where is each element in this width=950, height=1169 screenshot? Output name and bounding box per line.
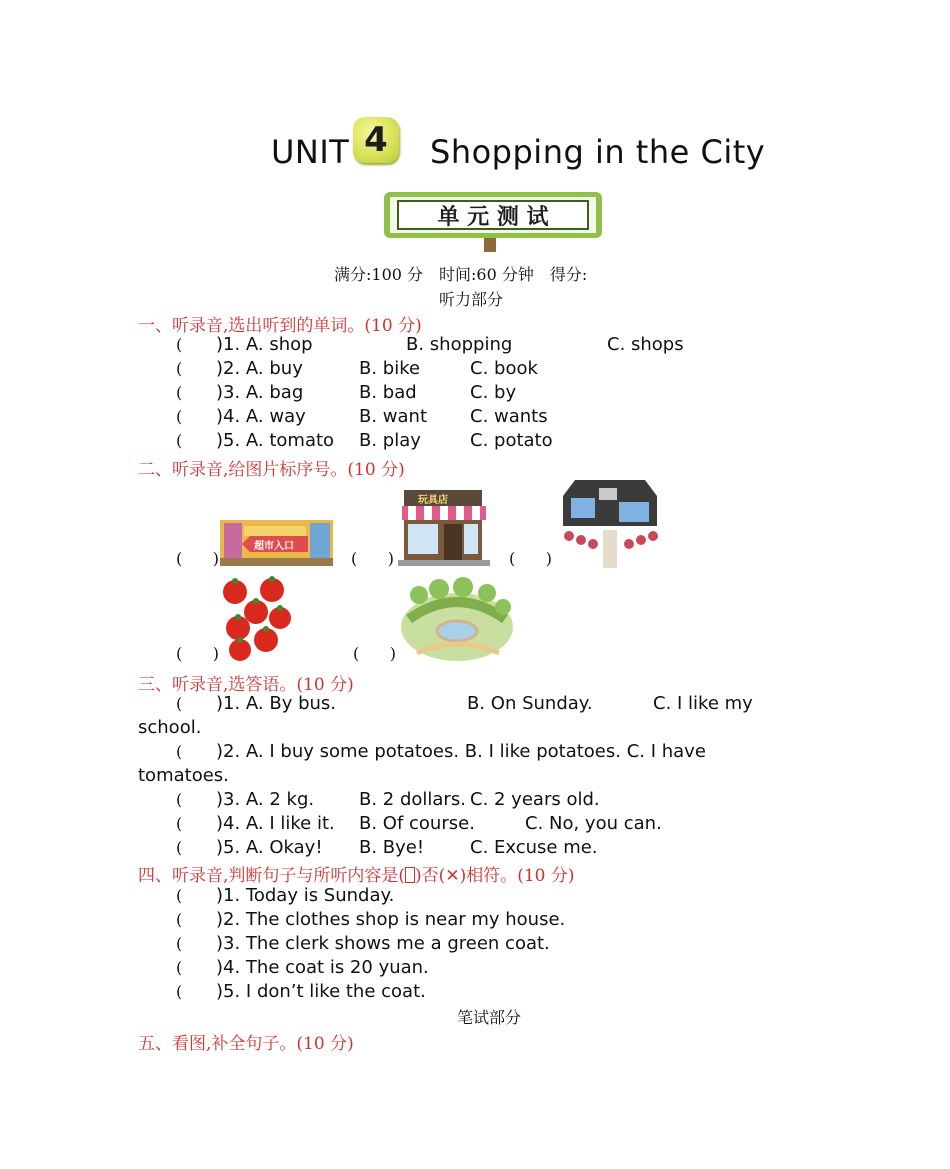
answer-blank[interactable]: ( [176, 335, 183, 354]
statement: )2. The clothes shop is near my house. [216, 909, 566, 930]
answer-blank[interactable]: ( [176, 958, 183, 977]
true-box-icon [405, 867, 415, 883]
writing-part-heading: 笔试部分 [457, 1008, 522, 1027]
cinema-image [553, 474, 667, 568]
statement: )5. I don’t like the coat. [216, 981, 426, 1002]
section4-heading [138, 861, 575, 886]
test-banner [378, 188, 608, 254]
option-b: B. On Sunday. [467, 693, 593, 714]
option-c: C. book [470, 358, 538, 379]
answer-blank[interactable]: ( [176, 814, 183, 833]
option-c-wrap: school. [138, 717, 202, 738]
option-b: B. want [359, 406, 428, 427]
option-a: )3. A. bag [216, 382, 304, 403]
unit-number-badge [353, 117, 399, 163]
answer-blank[interactable]: ( [176, 359, 183, 378]
answer-blank[interactable]: ( [176, 934, 183, 953]
toy-shop-image [398, 488, 490, 568]
banner-text: 单 元 测 试 [437, 205, 549, 230]
option-c: C. shops [607, 334, 684, 355]
cross-icon: ✕ [445, 866, 460, 886]
option-c: C. wants [470, 406, 548, 427]
unit-label: UNIT [271, 133, 350, 171]
picture-blank-4[interactable]: ( ) [176, 644, 219, 663]
tomatoes-image [218, 574, 294, 662]
section4-heading-mid: )否( [415, 866, 446, 886]
picture-blank-1[interactable]: ( ) [176, 549, 219, 568]
unit-title: Shopping in the City [430, 133, 766, 171]
option-c: C. potato [470, 430, 553, 451]
answer-blank[interactable]: ( [176, 910, 183, 929]
answer-blank[interactable]: ( [176, 982, 183, 1001]
option-a: )5. A. tomato [216, 430, 335, 451]
supermarket-entrance-image [220, 520, 333, 566]
option-c-wrap: tomatoes. [138, 765, 229, 786]
section4-heading-end: )相符。(10 分) [459, 866, 575, 886]
option-a: )4. A. way [216, 406, 306, 427]
answer-blank[interactable]: ( [176, 383, 183, 402]
statement: )3. The clerk shows me a green coat. [216, 933, 550, 954]
option-b: B. Of course. [359, 813, 475, 834]
option-c: C. 2 years old. [470, 789, 600, 810]
picture-blank-5[interactable]: ( ) [353, 644, 396, 663]
option-b: B. Bye! [359, 837, 425, 858]
park-image [399, 575, 515, 665]
section4-heading-start: 四、听录音,判断句子与所听内容是( [138, 866, 406, 886]
picture-blank-3[interactable]: ( ) [509, 549, 552, 568]
listening-part-heading: 听力部分 [439, 290, 504, 309]
answer-blank[interactable]: ( [176, 431, 183, 450]
toy-shop-sign: 玩具店 [418, 495, 448, 506]
section1-heading: 一、听录音,选出听到的单词。(10 分) [138, 316, 422, 336]
option-b: B. bike [359, 358, 421, 379]
statement: )1. Today is Sunday. [216, 885, 395, 906]
answer-blank[interactable]: ( [176, 838, 183, 857]
option-a: )1. A. By bus. [216, 693, 337, 714]
section5-heading: 五、看图,补全句子。(10 分) [138, 1034, 354, 1054]
option-c: C. I like my [653, 693, 753, 714]
option-b: B. bad [359, 382, 417, 403]
option-a: )2. A. buy [216, 358, 303, 379]
option-a: )3. A. 2 kg. [216, 789, 315, 810]
section3-heading: 三、听录音,选答语。(10 分) [138, 675, 354, 695]
option-c: C. No, you can. [525, 813, 662, 834]
unit-number: 4 [364, 120, 388, 160]
answer-blank[interactable]: ( [176, 886, 183, 905]
supermarket-sign: 超市入口 [254, 541, 294, 552]
score-info: 满分:100 分 时间:60 分钟 得分: [334, 265, 588, 284]
statement: )4. The coat is 20 yuan. [216, 957, 429, 978]
option-c: C. Excuse me. [470, 837, 598, 858]
option-b: B. 2 dollars. [359, 789, 466, 810]
option-c: C. by [470, 382, 517, 403]
option-a: )4. A. I like it. [216, 813, 335, 834]
option-b: B. play [359, 430, 421, 451]
picture-blank-2[interactable]: ( ) [351, 549, 394, 568]
option-b: B. shopping [406, 334, 513, 355]
question-options: )2. A. I buy some potatoes. B. I like potatoes. C. I have [216, 741, 706, 762]
answer-blank[interactable]: ( [176, 742, 183, 761]
option-a: )5. A. Okay! [216, 837, 323, 858]
section2-heading: 二、听录音,给图片标序号。(10 分) [138, 460, 405, 480]
answer-blank[interactable]: ( [176, 790, 183, 809]
answer-blank[interactable]: ( [176, 407, 183, 426]
option-a: )1. A. shop [216, 334, 313, 355]
answer-blank[interactable]: ( [176, 694, 183, 713]
